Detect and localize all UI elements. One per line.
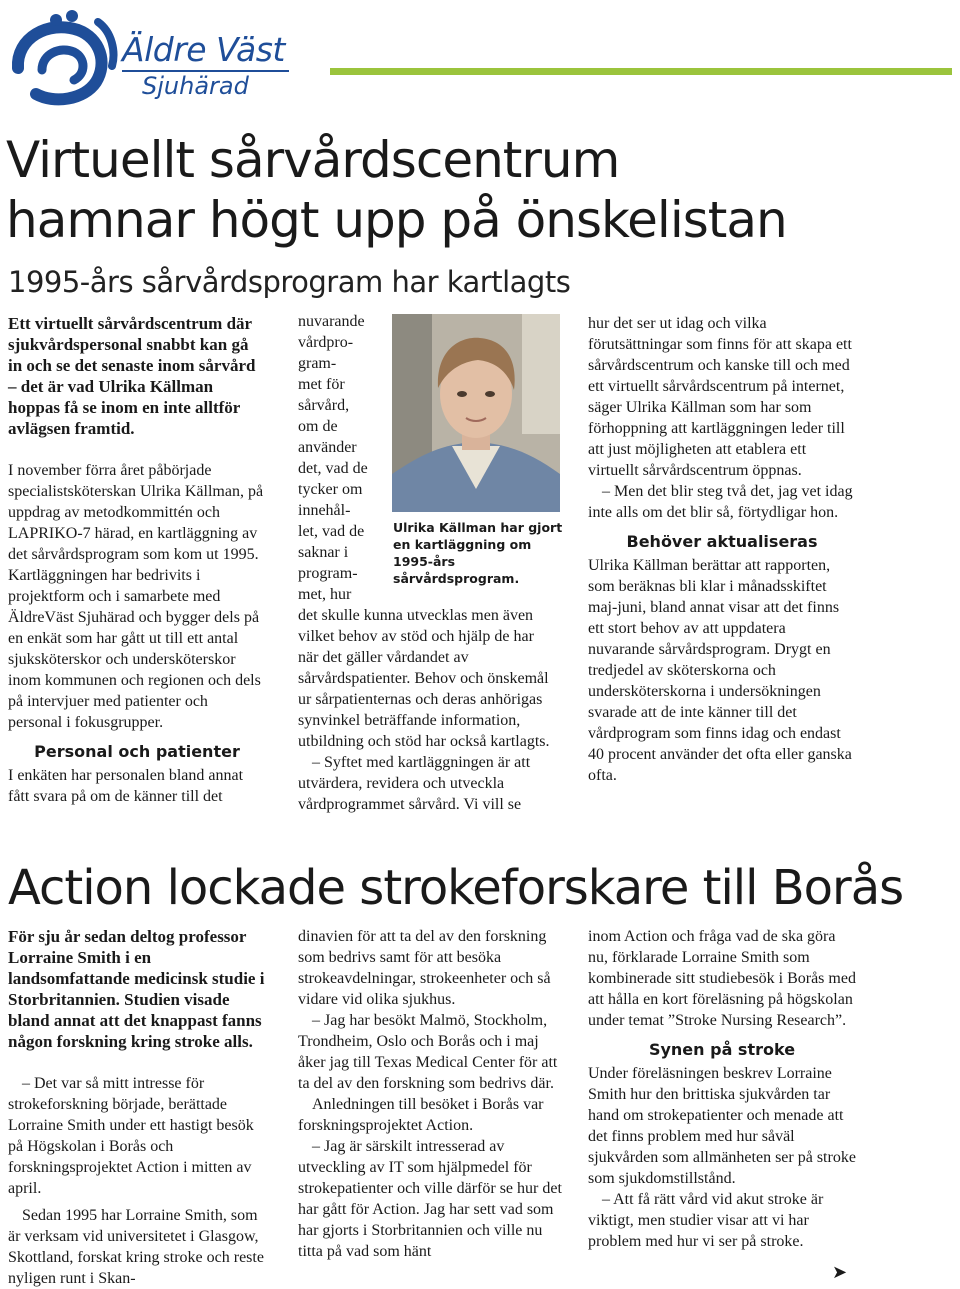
article2-paragraph: Under föreläsningen beskrev Lorraine Smith hur den brittiska sjukvården tar hand om strokepatienter och menade att det finns problem med hur såväl sjukvården som allmänheten ser på stroke som sjukdomstillstånd. [588, 1065, 856, 1187]
arrow-right-icon: ➤ [832, 1262, 848, 1282]
article2-lead: För sju år sedan deltog professor Lorraine Smith i en landsomfattande medicinsk studie i Storbritannien. Studien visade bland annat att det knappast fanns någon forskning kring stroke alls. [8, 927, 265, 1051]
article1-paragraph: – Men det blir steg två det, jag vet idag inte alls om det blir så, förtydligar hon. [588, 483, 853, 521]
article2-paragraph: Sedan 1995 har Lorraine Smith, som är verksam vid universitetet i Glasgow, Skottland, forskat kring stroke och reste nyligen runt i Skan- [8, 1207, 264, 1287]
narrow-line: program- [298, 565, 358, 582]
narrow-line: sårvård, [298, 397, 350, 414]
article1-paragraph: hur det ser ut idag och vilka förutsättningar som finns för att skapa ett sårvårdscentrum och kanske till och med ett virtuellt sårvårdscentrum på internet, säger Ulrika Källman som har som förhoppning att kartläggningen leder till att just möjligheten att etablera ett virtuellt sårvårdscentrum öppnas. [588, 315, 852, 479]
article1-column-3 [588, 313, 856, 786]
article1-paragraph: – Syftet med kartläggningen är att utvärdera, revidera och utveckla vårdprogrammet sårvård. Vi vill se [298, 754, 531, 813]
article2-paragraph: – Jag har besökt Malmö, Stockholm, Trondheim, Oslo och Borås och i maj åker jag till Texas Medical Center för att ta del av den forskning som bedrivs där. [298, 1012, 558, 1092]
narrow-line: met för [298, 376, 345, 393]
article2-column-1 [8, 926, 270, 1289]
article2-title: Action lockade strokeforskare till Borås [8, 860, 904, 916]
article2-paragraph: dinavien för att ta del av den forskning som bedrivs samt för att besöka strokeavdelningar, strokeenheter och så vidare vid olika sjukhus. [298, 928, 551, 1008]
article1-column-1 [8, 313, 266, 807]
ulrika-kallman-photo [392, 314, 560, 512]
narrow-line: vårdpro- [298, 334, 354, 351]
narrow-line: saknar i [298, 544, 349, 561]
article1-column-2 [298, 605, 558, 815]
narrow-line: om de [298, 418, 338, 435]
narrow-line: met, hur [298, 586, 352, 603]
narrow-line: gram- [298, 355, 337, 372]
article2-paragraph: – Det var så mitt intresse för strokeforskning började, berättade Lorraine Smith under ett hastigt besök på Högskolan i Borås och forskningsprojektet Action i mitten av april. [8, 1075, 254, 1197]
article2-subhead: Synen på stroke [648, 1040, 796, 1059]
narrow-line: det, vad de [298, 460, 368, 477]
article1-title-line1: Virtuellt sårvårdscentrum [6, 131, 620, 189]
article2-paragraph: inom Action och fråga vad de ska göra nu, förklarade Lorraine Smith som kombinerade sitt studiebesök i Borås med att hålla en kort föreläsning på högskolan under temat ”Stroke Nursing Research”. [588, 928, 856, 1029]
article1-paragraph: I november förra året påbörjade specialistsköterskan Ulrika Källman, på uppdrag av metodkommittén och LAPRIKO-7 härad, en kartläggning av det sårvårdsprogram som kom ut 1995. Kartläggningen har bedrivits i projektform och i samarbete med ÄldreVäst Sjuhärad och bygger dels på en enkät som har gått ut till ett antal sjuksköterskor och undersköterskor inom kommunen och regionen och dels på intervjuer med patienter och personal i fokusgrupper. [8, 462, 264, 731]
logo-subtitle: Sjuhärad [142, 72, 249, 100]
article1-subtitle: 1995-års sårvårdsprogram har kartlagts [8, 265, 571, 299]
header-rule [330, 68, 952, 75]
article1-paragraph: Ulrika Källman berättar att rapporten, som beräknas bli klar i månadsskiftet maj-juni, bland annat visar att det finns ett stort behov av att uppdatera nuvarande sårvårdsprogram. Drygt en tredjedel av sköterskorna och undersköterskorna i undersökningen svarade att de inte känner till det vårdprogram som finns idag och endast 40 procent använder det ofta eller ganska ofta. [588, 557, 852, 784]
portrait-image [392, 314, 560, 512]
narrow-line: tycker om [298, 481, 363, 498]
article1-paragraph: det skulle kunna utvecklas men även vilket behov av stöd och hjälp de har när det gäller vårdandet av sårvårdspatienter. Behov och önskemål ur sårpatienternas och deras anhörigas synvinkel beträffande information, utbildning och stöd har också kartlagts. [298, 607, 550, 750]
article2-column-2 [298, 926, 562, 1262]
article1-subhead-2: Behöver aktualiseras [626, 532, 818, 551]
article2-column-3 [588, 926, 856, 1252]
aldre-vast-logo-icon [8, 8, 118, 108]
photo-caption: Ulrika Källman har gjort en kartläggning om 1995-års sårvårdsprogram. [393, 520, 563, 586]
article1-column-2-narrow [298, 311, 390, 605]
article2-paragraph: Anledningen till besöket i Borås var forskningsprojektet Action. [298, 1096, 544, 1134]
article1-title-line2: hamnar högt upp på önskelistan [6, 191, 787, 249]
narrow-line: använder [298, 439, 357, 456]
narrow-line: innehål- [298, 502, 351, 519]
narrow-line: let, vad de [298, 523, 365, 540]
article2-paragraph: – Jag är särskilt intresserad av utveckling av IT som hjälpmedel för strokepatienter och ville därför se hur det har gått för Action. Jag har sett vad som har gjorts i Storbritannien och ville nu titta på vad som hänt [298, 1138, 562, 1260]
article2-paragraph: – Att få rätt vård vid akut stroke är viktigt, men studier visar att vi har problem med hur vi ser på stroke. [588, 1191, 824, 1250]
article1-lead: Ett virtuellt sårvårdscentrum där sjukvårdspersonal snabbt kan gå in och se det senaste inom sårvård – det är vad Ulrika Källman hoppas få se inom en inte alltför avlägsen framtid. [8, 314, 256, 438]
narrow-line: nuvarande [298, 313, 365, 330]
article1-subhead-1: Personal och patienter [34, 742, 240, 761]
article1-paragraph: I enkäten har personalen bland annat fått svara på om de känner till det [8, 767, 244, 805]
logo-name: Äldre Väst [122, 30, 289, 72]
article1-title [6, 130, 787, 250]
